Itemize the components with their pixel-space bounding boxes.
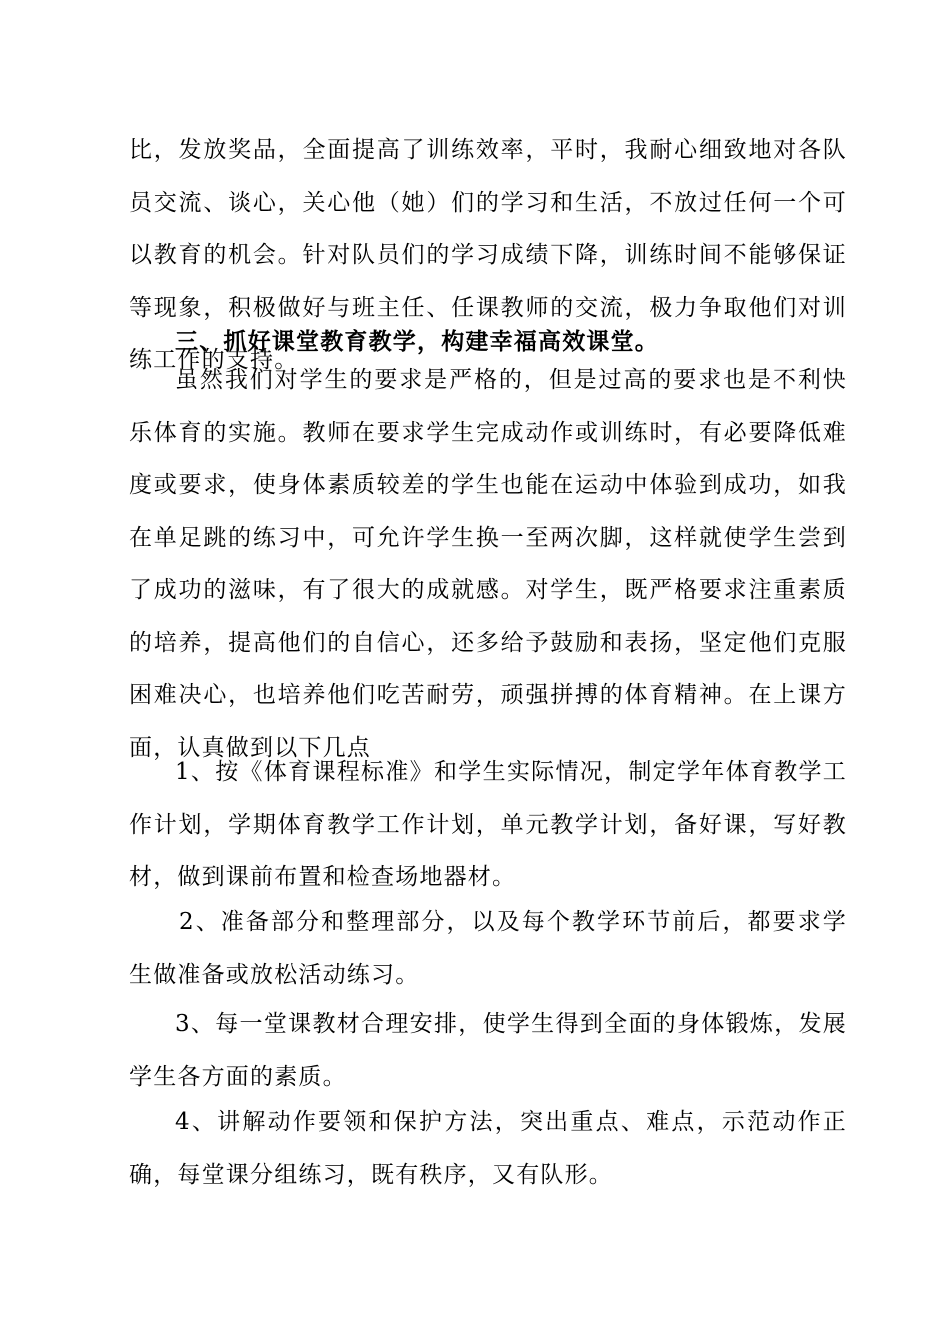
section-heading-three: 三、抓好课堂教育教学，构建幸福高效课堂。 xyxy=(175,329,659,355)
list-item-2: 2、准备部分和整理部分，以及每个教学环节前后，都要求学生做准备或放松活动练习。 xyxy=(129,909,847,988)
paragraph-training-continued: 比，发放奖品，全面提高了训练效率，平时，我耐心细致地对各队员交流、谈心，关心他（她）们的学习和生活，不放过任何一个可以教育的机会。针对队员们的学习成绩下降，训练时间不能够保证等现象，积极做好与班主任、任课教师的交流，极力争取他们对训练工作的支持。 xyxy=(129,137,847,373)
list-item-4: 4、讲解动作要领和保护方法，突出重点、难点，示范动作正确，每堂课分组练习，既有秩序，又有队形。 xyxy=(129,1109,847,1188)
list-item-1: 1、按《体育课程标准》和学生实际情况，制定学年体育教学工作计划，学期体育教学工作计划，单元教学计划，备好课，写好教材，做到课前布置和检查场地器材。 xyxy=(129,759,847,890)
paragraph-classroom-teaching: 虽然我们对学生的要求是严格的，但是过高的要求也是不利快乐体育的实施。教师在要求学生完成动作或训练时，有必要降低难度或要求，使身体素质较差的学生也能在运动中体验到成功，如我在单足跳的练习中，可允许学生换一至两次脚，这样就使学生尝到了成功的滋味，有了很大的成就感。对学生，既严格要求注重素质的培养，提高他们的自信心，还多给予鼓励和表扬，坚定他们克服困难决心，也培养他们吃苦耐劳，顽强拼搏的体育精神。在上课方面，认真做到以下几点 xyxy=(129,367,847,761)
list-item-3: 3、每一堂课教材合理安排，使学生得到全面的身体锻炼，发展学生各方面的素质。 xyxy=(129,1011,847,1090)
